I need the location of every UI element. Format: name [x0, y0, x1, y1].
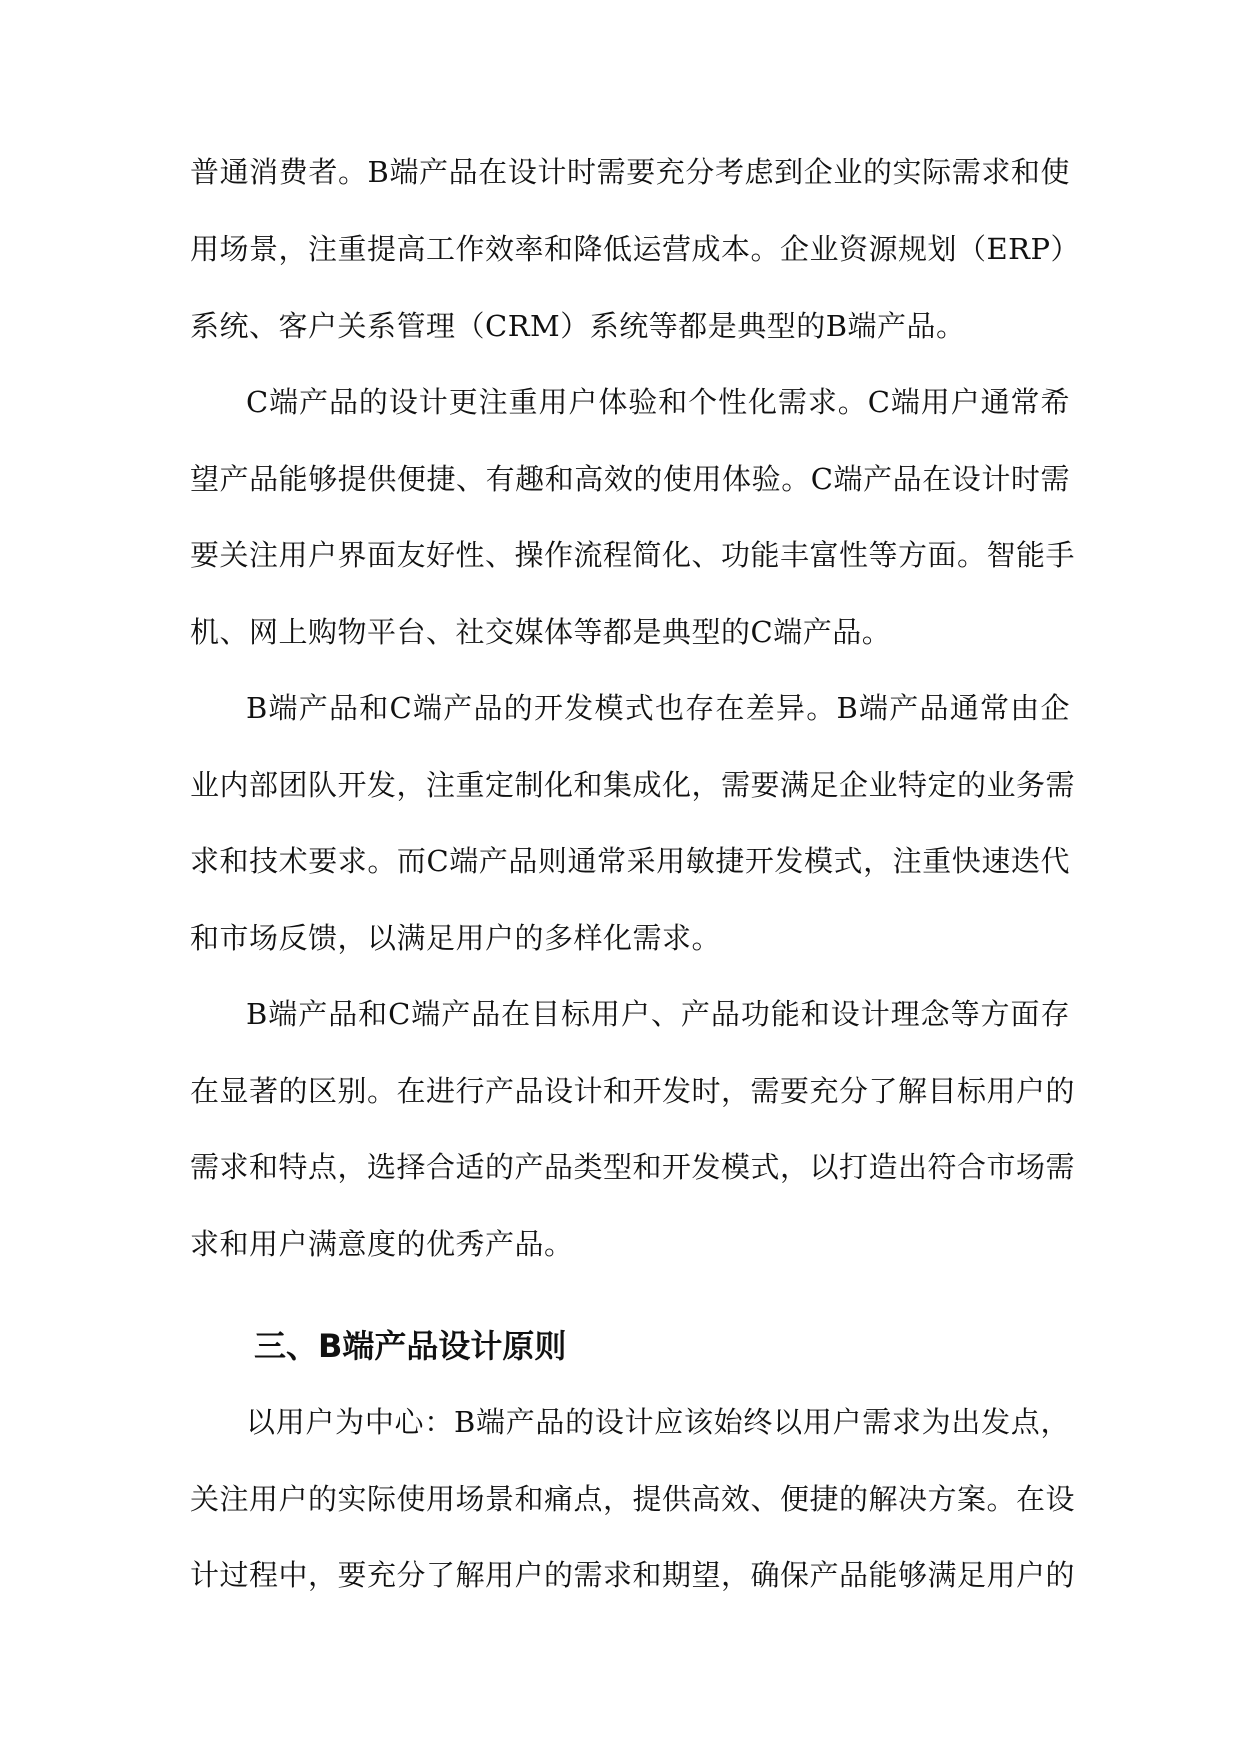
section-paragraph-line-1: 以用户为中心：B端产品的设计应该始终以用户需求为出发点， — [246, 1405, 1070, 1439]
paragraph-1-line-3: 系统、客户关系管理（CRM）系统等都是典型的B端产品。 — [190, 309, 966, 343]
section-paragraph-line-3: 计过程中，要充分了解用户的需求和期望，确保产品能够满足用户的 — [190, 1558, 1076, 1592]
paragraph-3-line-3: 求和技术要求。而C端产品则通常采用敏捷开发模式，注重快速迭代 — [190, 844, 1070, 878]
section-heading: 三、B端产品设计原则 — [254, 1327, 567, 1365]
paragraph-1-line-1: 普通消费者。B端产品在设计时需要充分考虑到企业的实际需求和使 — [190, 155, 1070, 189]
paragraph-4-line-1: B端产品和C端产品在目标用户、产品功能和设计理念等方面存 — [246, 997, 1070, 1031]
paragraph-4-line-4: 求和用户满意度的优秀产品。 — [190, 1227, 574, 1261]
paragraph-2-line-1: C端产品的设计更注重用户体验和个性化需求。C端用户通常希 — [246, 385, 1070, 419]
paragraph-3-line-4: 和市场反馈，以满足用户的多样化需求。 — [190, 921, 722, 955]
paragraph-2-line-3: 要关注用户界面友好性、操作流程简化、功能丰富性等方面。智能手 — [190, 538, 1076, 572]
paragraph-4-line-2: 在显著的区别。在进行产品设计和开发时，需要充分了解目标用户的 — [190, 1074, 1076, 1108]
paragraph-3-line-1: B端产品和C端产品的开发模式也存在差异。B端产品通常由企 — [246, 691, 1070, 725]
paragraph-4-line-3: 需求和特点，选择合适的产品类型和开发模式，以打造出符合市场需 — [190, 1150, 1076, 1184]
section-paragraph-line-2: 关注用户的实际使用场景和痛点，提供高效、便捷的解决方案。在设 — [190, 1482, 1076, 1516]
paragraph-3-line-2: 业内部团队开发，注重定制化和集成化，需要满足企业特定的业务需 — [190, 768, 1076, 802]
paragraph-1-line-2: 用场景，注重提高工作效率和降低运营成本。企业资源规划（ERP） — [190, 232, 1081, 266]
paragraph-2-line-2: 望产品能够提供便捷、有趣和高效的使用体验。C端产品在设计时需 — [190, 462, 1070, 496]
paragraph-2-line-4: 机、网上购物平台、社交媒体等都是典型的C端产品。 — [190, 615, 892, 649]
